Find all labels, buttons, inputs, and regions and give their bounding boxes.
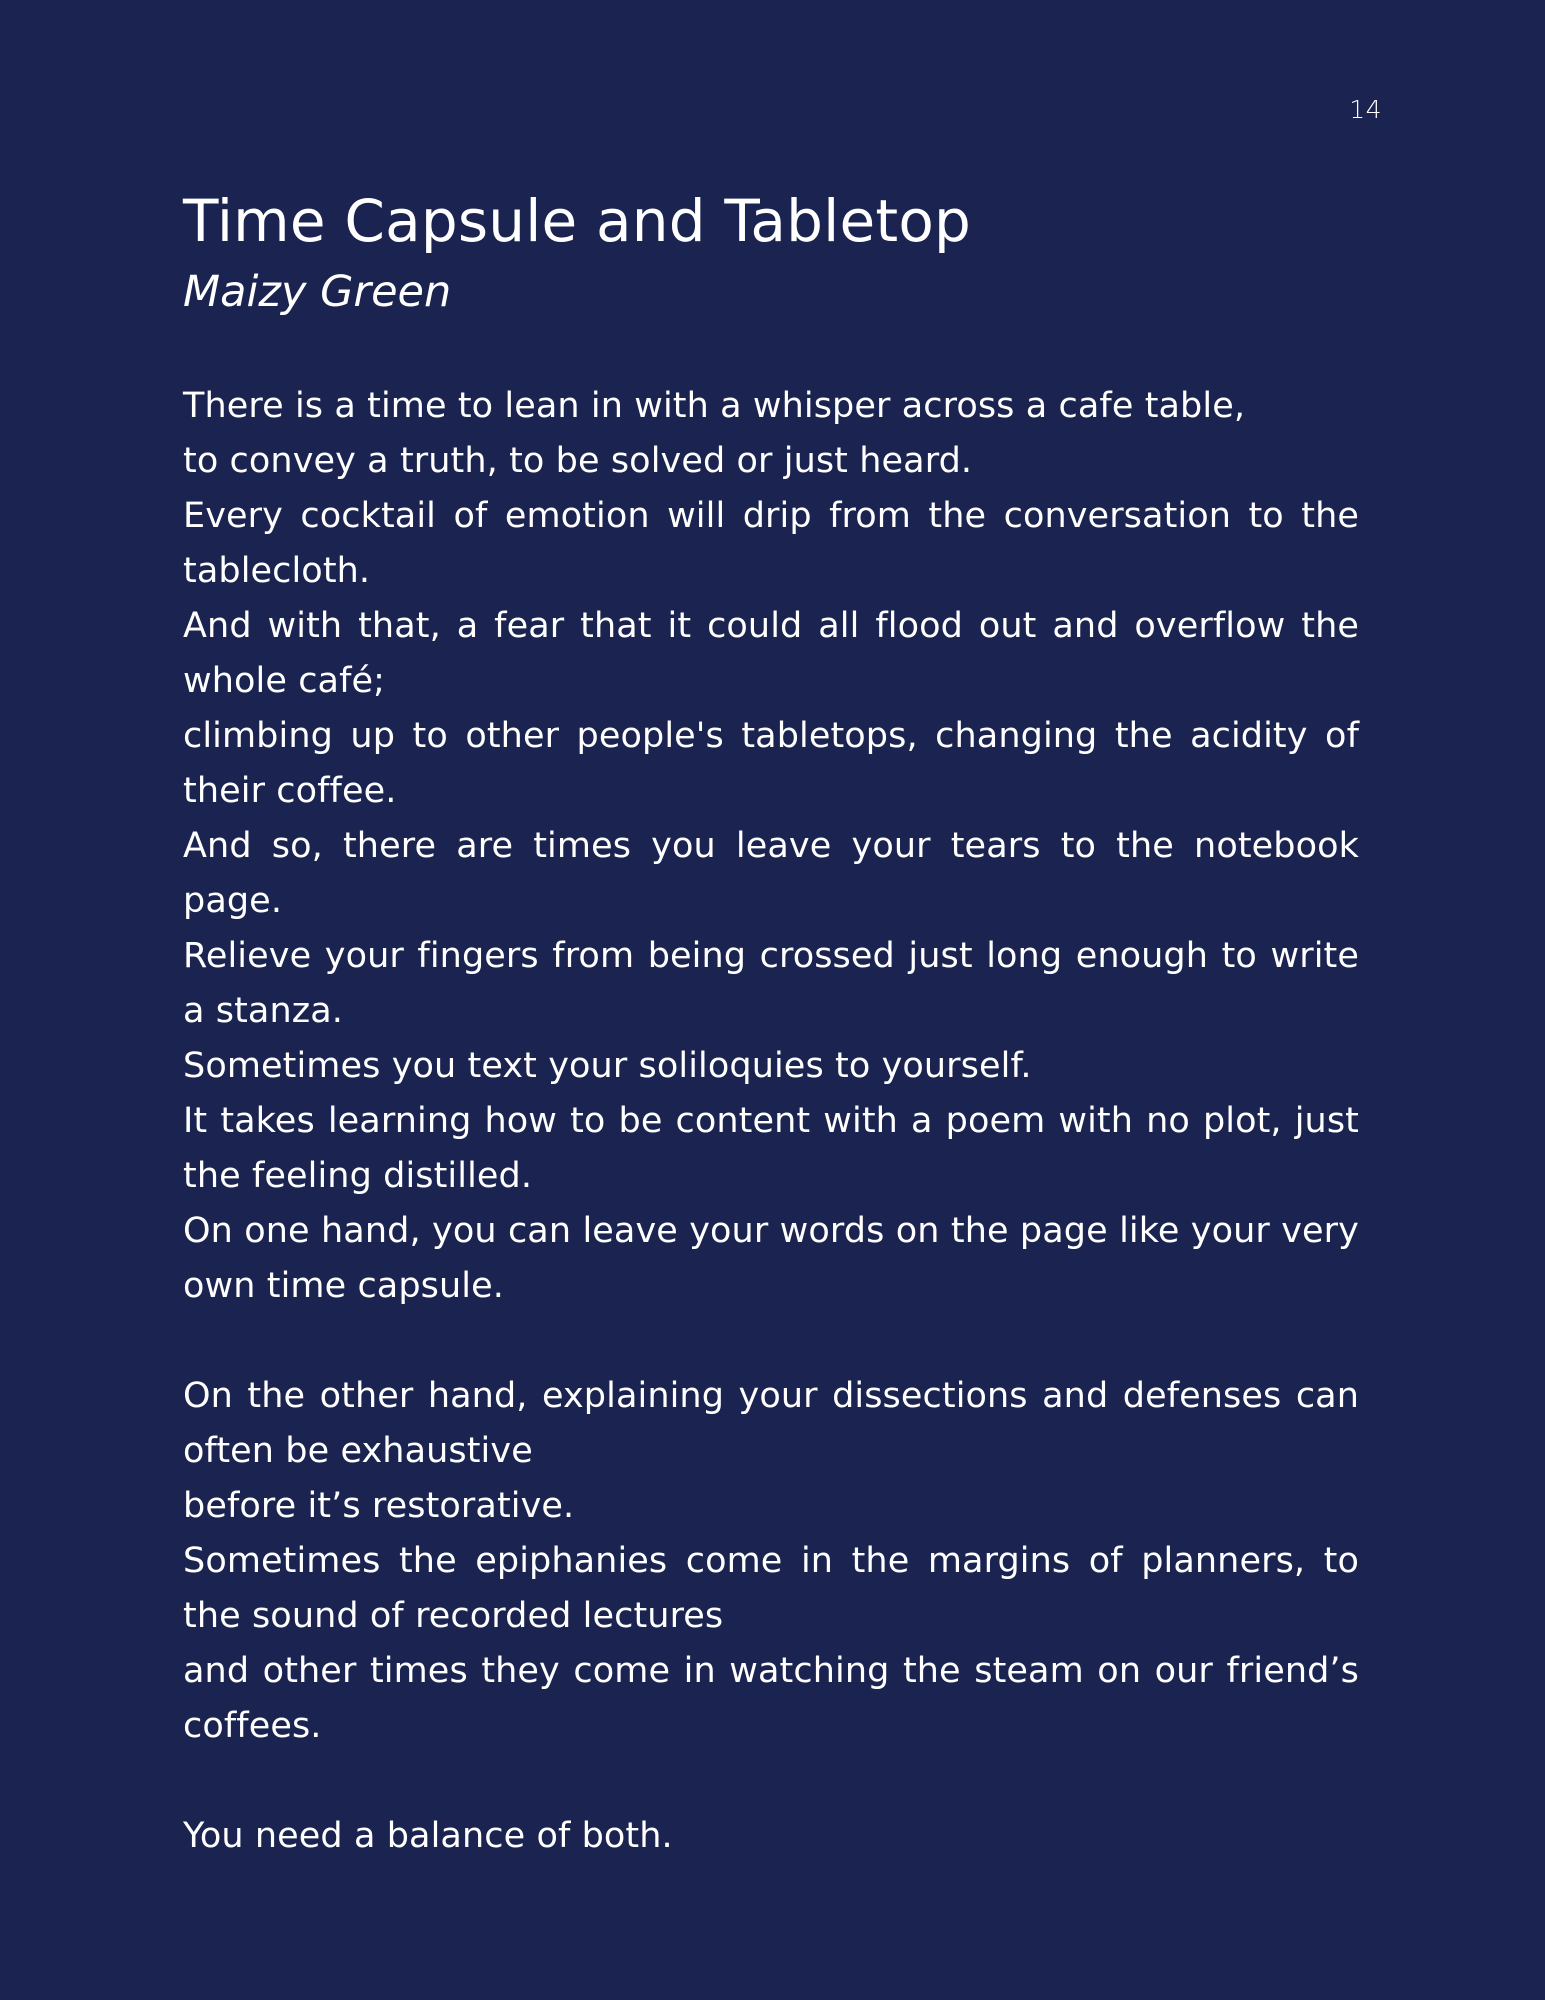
poem-line: On one hand, you can leave your words on the page like your very own time capsule. <box>183 1211 1359 1306</box>
poem-line: And with that, a fear that it could all flood out and overflow the whole café; <box>183 606 1359 701</box>
stanza-3 <box>183 1809 1359 1864</box>
poem-line: And so, there are times you leave your tears to the notebook page. <box>183 826 1359 921</box>
poem-line: On the other hand, explaining your dissections and defenses can often be exhaustive <box>183 1376 1359 1471</box>
poem-line: There is a time to lean in with a whisper across a cafe table, <box>183 386 1246 426</box>
poem-line: You need a balance of both. <box>183 1816 673 1856</box>
poem-line: before it’s restorative. <box>183 1486 575 1526</box>
poem-line: Every cocktail of emotion will drip from the conversation to the tablecloth. <box>183 496 1359 591</box>
poem-line: climbing up to other people's tabletops, changing the acidity of their coffee. <box>183 716 1359 811</box>
page-number: 14 <box>1349 95 1382 124</box>
poem-line: It takes learning how to be content with a poem with no plot, just the feeling distilled. <box>183 1101 1359 1196</box>
poem-line: to convey a truth, to be solved or just heard. <box>183 441 973 481</box>
stanza-1 <box>183 379 1359 1314</box>
poem-author: Maizy Green <box>183 267 452 317</box>
poem-line: Sometimes the epiphanies come in the margins of planners, to the sound of recorded lectures <box>183 1541 1359 1636</box>
stanza-2 <box>183 1369 1359 1754</box>
poem-line: and other times they come in watching the steam on our friend’s coffees. <box>183 1651 1359 1746</box>
poem-line: Relieve your fingers from being crossed just long enough to write a stanza. <box>183 936 1359 1031</box>
poem-body <box>183 379 1359 1864</box>
poem-line: Sometimes you text your soliloquies to yourself. <box>183 1046 1032 1086</box>
poem-title: Time Capsule and Tabletop <box>183 187 972 255</box>
poem-container <box>183 180 1359 1864</box>
